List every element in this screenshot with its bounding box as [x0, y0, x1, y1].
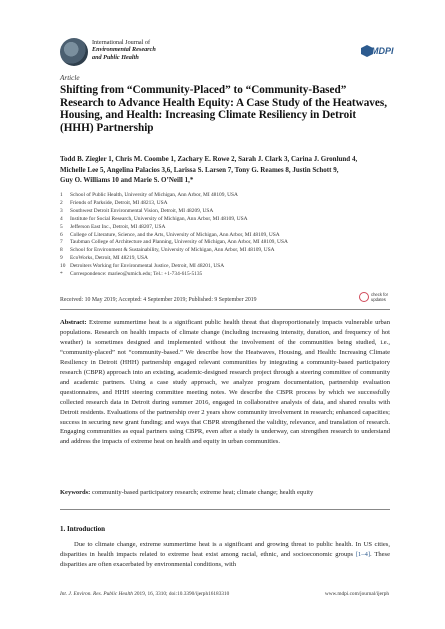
divider: [60, 309, 390, 310]
affiliation-item: 4 Institute for Social Research, University of Michigan, Ann Arbor, MI 48109, USA: [60, 215, 248, 222]
affiliation-item: 10 Detroiters Working for Environmental Justice, Detroit, MI 48201, USA: [60, 263, 225, 270]
affiliation-item: 7 Taubman College of Architecture and Planning, University of Michigan, Ann Arbor, MI 48109, USA: [60, 239, 288, 246]
affiliation-item: 9 EcoWorks, Detroit, MI 48219, USA: [60, 255, 148, 262]
paper-title: Shifting from “Community-Placed” to “Community-Based” Research to Advance Health Equity: A Case Study of the Heatwaves, Housing, and Health: Increasing Climate Resiliency in Detroit (HHH) Partnership: [60, 84, 388, 134]
journal-name: [92, 39, 156, 61]
abstract-text: Extreme summertime heat is a significant public health threat that disproportionately impacts vulnerable urban populations. Research on health impacts of climate change (including increasing intensity, duration, and frequency of hot weather) is sometimes designed and implemented without the involvement of the communities being studied, i.e., “community-placed” not “community-based.” We describe how the Heatwaves, Housing, and Health: Increasing Climate Resiliency in Detroit (HHH) partnership engaged relevant communities by integrating a community-based participatory research (CBPR) approach into an existing, academic-designed research project through a steering committee of community and academic partners. Using a case study approach, we analyze program documentation, partnership evaluation questionnaires, and HHH steering committee meeting notes. We describe the CBPR process by which we successfully collected research data in Detroit during summer 2016, engaged in collaborative analysis of data, and shared results with Detroit residents. Evaluations of the partnership over 2 years show community involvement in research; enhanced capacities; success in securing new grant funding; and ways that CBPR strengthened the validity, relevance, and translation of research. Engaging communities as equal partners using CBPR, even after a study is underway, can strengthen research to understand and address the impacts of extreme heat on health and equity in urban communities.: [60, 319, 390, 446]
affiliation-list: [60, 192, 380, 279]
journal-line-2: Environmental Research: [92, 46, 156, 54]
check-for-updates-badge[interactable]: [359, 292, 389, 304]
publication-dates: Received: 10 May 2019; Accepted: 4 September 2019; Published: 9 September 2019: [60, 297, 257, 303]
article-type: Article: [60, 74, 80, 82]
keywords-label: Keywords:: [60, 489, 91, 496]
journal-line-1: International Journal of: [92, 39, 151, 46]
footer-url[interactable]: www.mdpi.com/journal/ijerph: [324, 591, 389, 597]
check-updates-icon: [359, 292, 369, 302]
publisher-name: MDPI: [371, 46, 394, 56]
section-heading: 1. Introduction: [60, 525, 105, 533]
affiliation-item: 1 School of Public Health, University of Michigan, Ann Arbor, MI 48109, USA: [60, 192, 238, 198]
affiliation-item: 2 Friends of Parkside, Detroit, MI 48213, USA: [60, 199, 168, 206]
affiliation-item: 6 College of Literature, Science, and the Arts, University of Michigan, Ann Arbor, MI 48109, USA: [60, 231, 280, 238]
authors-line-3: Guy O. Williams 10 and Marie S. O’Neill 1,*: [60, 176, 194, 185]
citation-link[interactable]: [1–4]: [355, 550, 371, 558]
authors-line-1: Todd B. Ziegler 1, Chris M. Coombe 1, Zachary E. Rowe 2, Sarah J. Clark 3, Carina J. Gronlund 4,: [60, 155, 358, 163]
abstract: [60, 318, 390, 447]
intro-paragraph: Due to climate change, extreme summertime heat is a significant and growing threat to public health. In US cities, disparities in health impacts related to extreme heat exist among racial, ethnic, and socioeconomic groups [1–4]. These disparities are often exacerbated by environmental conditions, with: [60, 541, 390, 568]
check-updates-line-2: updates: [371, 297, 386, 302]
keywords-text: community-based participatory research; extreme heat; climate change; health equity: [91, 489, 314, 496]
divider: [60, 509, 390, 510]
authors-line-2: Michelle Lee 5, Angelina Palacios 3,6, Larissa S. Larsen 7, Tony G. Reames 8, Justin Schott 9,: [60, 165, 339, 174]
author-list: [60, 154, 390, 186]
publisher-logo: [361, 44, 394, 58]
journal-line-3: and Public Health: [92, 53, 139, 61]
correspondence: * Correspondence: marieo@umich.edu; Tel.: +1-734-615-5135: [60, 271, 203, 278]
affiliation-item: 3 Southwest Detroit Environmental Vision, Detroit, MI 48209, USA: [60, 207, 214, 214]
journal-logo-icon: [60, 38, 88, 66]
check-updates-line-1: check for: [371, 292, 388, 297]
abstract-label: Abstract:: [60, 319, 87, 326]
keywords: [60, 489, 390, 496]
affiliation-item: 8 School for Environment & Sustainability, University of Michigan, Ann Arbor, MI 48109, USA: [60, 247, 275, 254]
footer-citation: Int. J. Environ. Res. Public Health 2019, 16, 3310; doi:10.3390/ijerph16183310: [60, 591, 230, 597]
affiliation-item: 5 Jefferson East Inc., Detroit, MI 48207, USA: [60, 223, 166, 230]
